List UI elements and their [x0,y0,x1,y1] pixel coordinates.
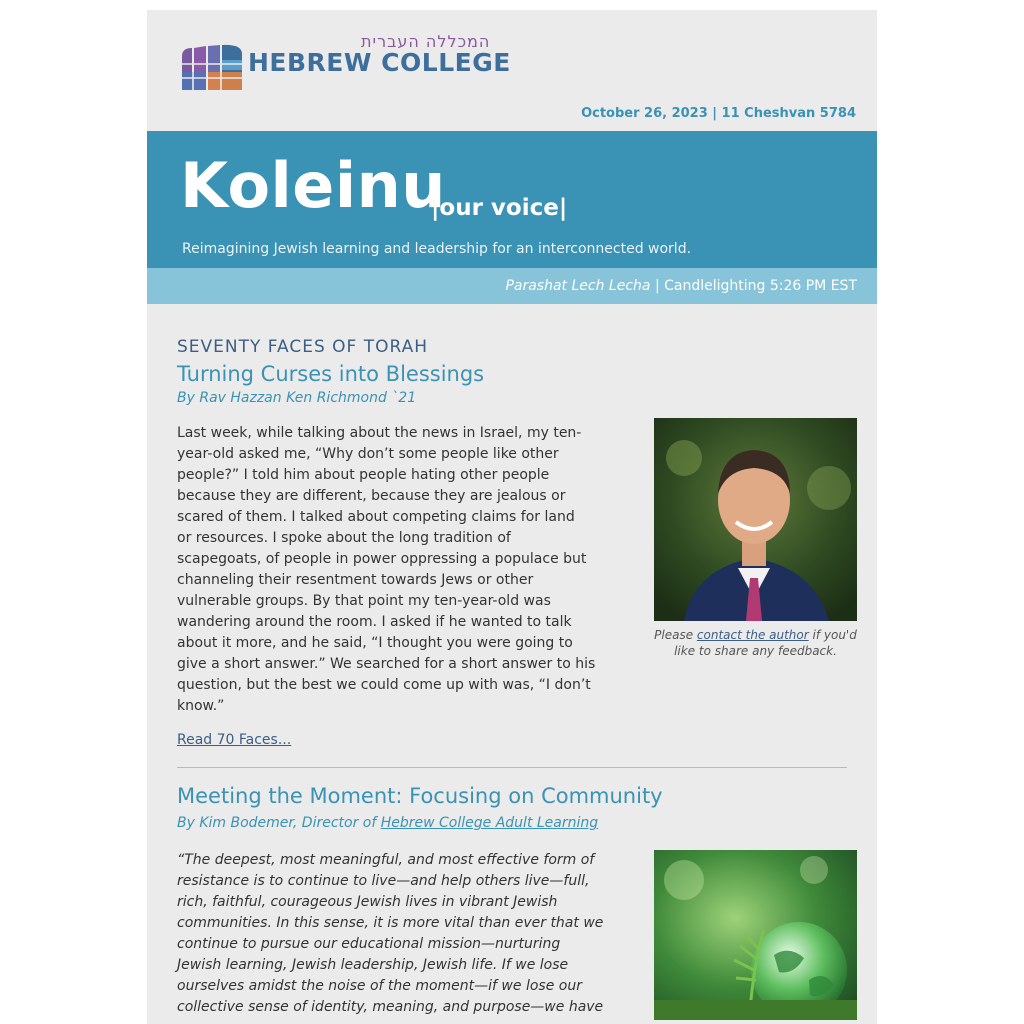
body-line: vulnerable groups. By that point my ten-year-old was [177,593,551,609]
photo-caption [644,627,867,659]
read-more-link[interactable]: Read 70 Faces... [177,732,292,748]
body-line: or resources. I spoke about the long tradition of [177,530,511,546]
section-kicker: SEVENTY FACES OF TORAH [177,337,429,357]
body-line: scared of them. I talked about competing claims for land [177,509,575,525]
quote-line: “The deepest, most meaningful, and most effective form of [177,852,595,868]
quote-line: ourselves amidst the noise of the moment—if we lose our [177,978,582,994]
date-line: October 26, 2023 | 11 Cheshvan 5784 [581,106,856,121]
caption-line-2: like to share any feedback. [674,644,837,658]
section-divider [177,767,847,768]
caption-suffix: if you'd [808,628,857,642]
quote-line: resistance is to continue to live—and help others live—full, [177,873,590,889]
body-line: about it more, and he said, “I thought you were going to [177,635,573,651]
content [147,304,877,1024]
candlelighting-time: | Candlelighting 5:26 PM EST [654,278,857,294]
logo-hebrew-text: המכללה העברית [361,32,491,51]
quote-line: Jewish learning, Jewish leadership, Jewish life. If we lose [177,957,569,973]
article-byline [177,815,598,831]
article-byline: By Rav Hazzan Ken Richmond `21 [177,390,417,406]
logo-name[interactable]: HEBREW COLLEGE [248,48,511,77]
body-line: year-old asked me, “Why don’t some people like other [177,446,559,462]
koleinu-banner [147,131,877,268]
caption-prefix: Please [654,628,697,642]
parasha-name: Parashat Lech Lecha [505,278,651,294]
adult-learning-link[interactable]: Hebrew College Adult Learning [380,815,599,831]
author-photo [654,418,857,621]
globe-photo [654,850,857,1020]
newsletter [147,10,877,1024]
quote-line: rich, faithful, courageous Jewish lives in vibrant Jewish [177,894,558,910]
byline-prefix: By Kim Bodemer, Director of [177,815,381,831]
banner-tagline: Reimagining Jewish learning and leadership for an interconnected world. [182,241,692,257]
body-line: scapegoats, of people in power oppressing a populace but [177,551,587,567]
body-line: Last week, while talking about the news in Israel, my ten- [177,425,582,441]
caption-line [644,627,867,643]
quote-body [177,850,617,1018]
quote-line: collective sense of identity, meaning, and purpose—we have [177,999,604,1015]
body-line: people?” I told him about people hating other people [177,467,550,483]
parasha-bar [147,268,877,304]
body-line: question, but the best we could come up with was, “I don’t [177,677,591,693]
header [147,10,877,131]
hebrew-college-logo-icon[interactable] [180,42,244,92]
body-line: channeling their resentment towards Jews or other [177,572,534,588]
article-title: Turning Curses into Blessings [177,362,485,386]
article-title: Meeting the Moment: Focusing on Community [177,784,663,808]
body-line: because they are different, because they are jealous or [177,488,566,504]
body-line: wandering around the room. I asked if he wanted to talk [177,614,572,630]
body-line: give a short answer.” We searched for a short answer to his [177,656,596,672]
banner-subtitle: |our voice| [431,195,568,221]
banner-title: Koleinu [180,149,446,222]
body-line: know.” [177,698,225,714]
quote-line: continue to pursue our educational mission—nurturing [177,936,561,952]
contact-author-link[interactable]: contact the author [696,628,809,642]
article-body [177,423,605,717]
quote-line: communities. In this sense, it is more vital than ever that we [177,915,604,931]
